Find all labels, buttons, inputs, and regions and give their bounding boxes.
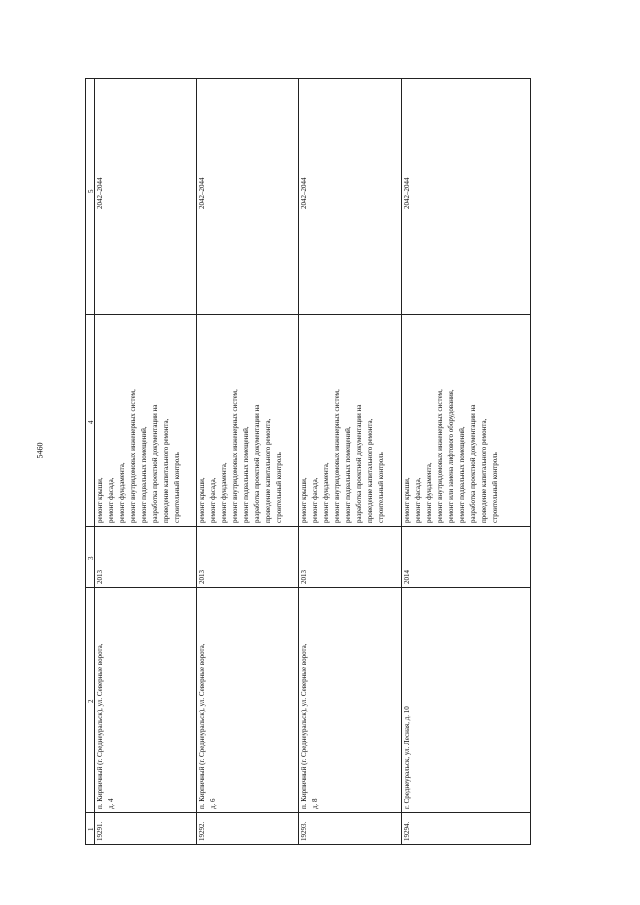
address-cell: п. Кирпичный (г. Среднеуральск), ул. Северные ворота, д. 8 xyxy=(300,643,319,809)
works-cell: ремонт крыши, ремонт фасада, ремонт фундамента, ремонт внутридомовых инженерных систем, ремонт подвальных помещений, разработка проектной документации на проведение капитального ремонта, строительный контроль xyxy=(96,389,181,523)
column-header-3: 3 xyxy=(87,556,95,560)
year-cell: 2013 xyxy=(300,570,308,584)
works-cell: ремонт крыши, ремонт фасада, ремонт фундамента, ремонт внутридомовых инженерных систем, ремонт подвальных помещений, разработка проектной документации на проведение капитального ремонта, строительный контроль xyxy=(300,389,385,523)
row-number: 19291. xyxy=(96,821,104,841)
row-number: 19293. xyxy=(300,821,308,841)
page-number xyxy=(30,430,50,470)
column-header-5: 5 xyxy=(87,189,95,193)
period-cell: 2042–2044 xyxy=(96,177,104,209)
works-cell: ремонт крыши, ремонт фасада, ремонт фундамента, ремонт внутридомовых инженерных систем, ремонт или замена лифтового оборудования, ремонт подвальных помещений, разработка проектной документации на проведение капитального ремонта, строительный контроль xyxy=(403,389,499,523)
row-number: 19292. xyxy=(198,821,206,841)
address-cell: г. Среднеуральск, ул. Лесная, д. 10 xyxy=(403,706,411,809)
works-cell: ремонт крыши, ремонт фасада, ремонт фундамента, ремонт внутридомовых инженерных систем, ремонт подвальных помещений, разработка проектной документации на проведение капитального ремонта, строительный контроль xyxy=(198,389,283,523)
column-divider xyxy=(86,314,530,315)
period-cell: 2042–2044 xyxy=(403,177,411,209)
column-header-2: 2 xyxy=(87,699,95,703)
year-cell: 2013 xyxy=(96,570,104,584)
column-divider xyxy=(86,526,530,527)
year-cell: 2014 xyxy=(403,570,411,584)
period-cell: 2042–2044 xyxy=(300,177,308,209)
column-header-1: 1 xyxy=(87,827,95,831)
column-divider xyxy=(86,812,530,813)
row-number: 19294. xyxy=(403,821,411,841)
year-cell: 2013 xyxy=(198,570,206,584)
column-header-4: 4 xyxy=(87,420,95,424)
address-cell: п. Кирпичный (г. Среднеуральск), ул. Северные ворота, д. 6 xyxy=(198,643,217,809)
address-cell: п. Кирпичный (г. Среднеуральск), ул. Северные ворота, д. 4 xyxy=(96,643,115,809)
repair-schedule-table xyxy=(85,78,531,845)
period-cell: 2042–2044 xyxy=(198,177,206,209)
page-number-text: 5460 xyxy=(35,442,45,458)
column-divider xyxy=(86,587,530,588)
